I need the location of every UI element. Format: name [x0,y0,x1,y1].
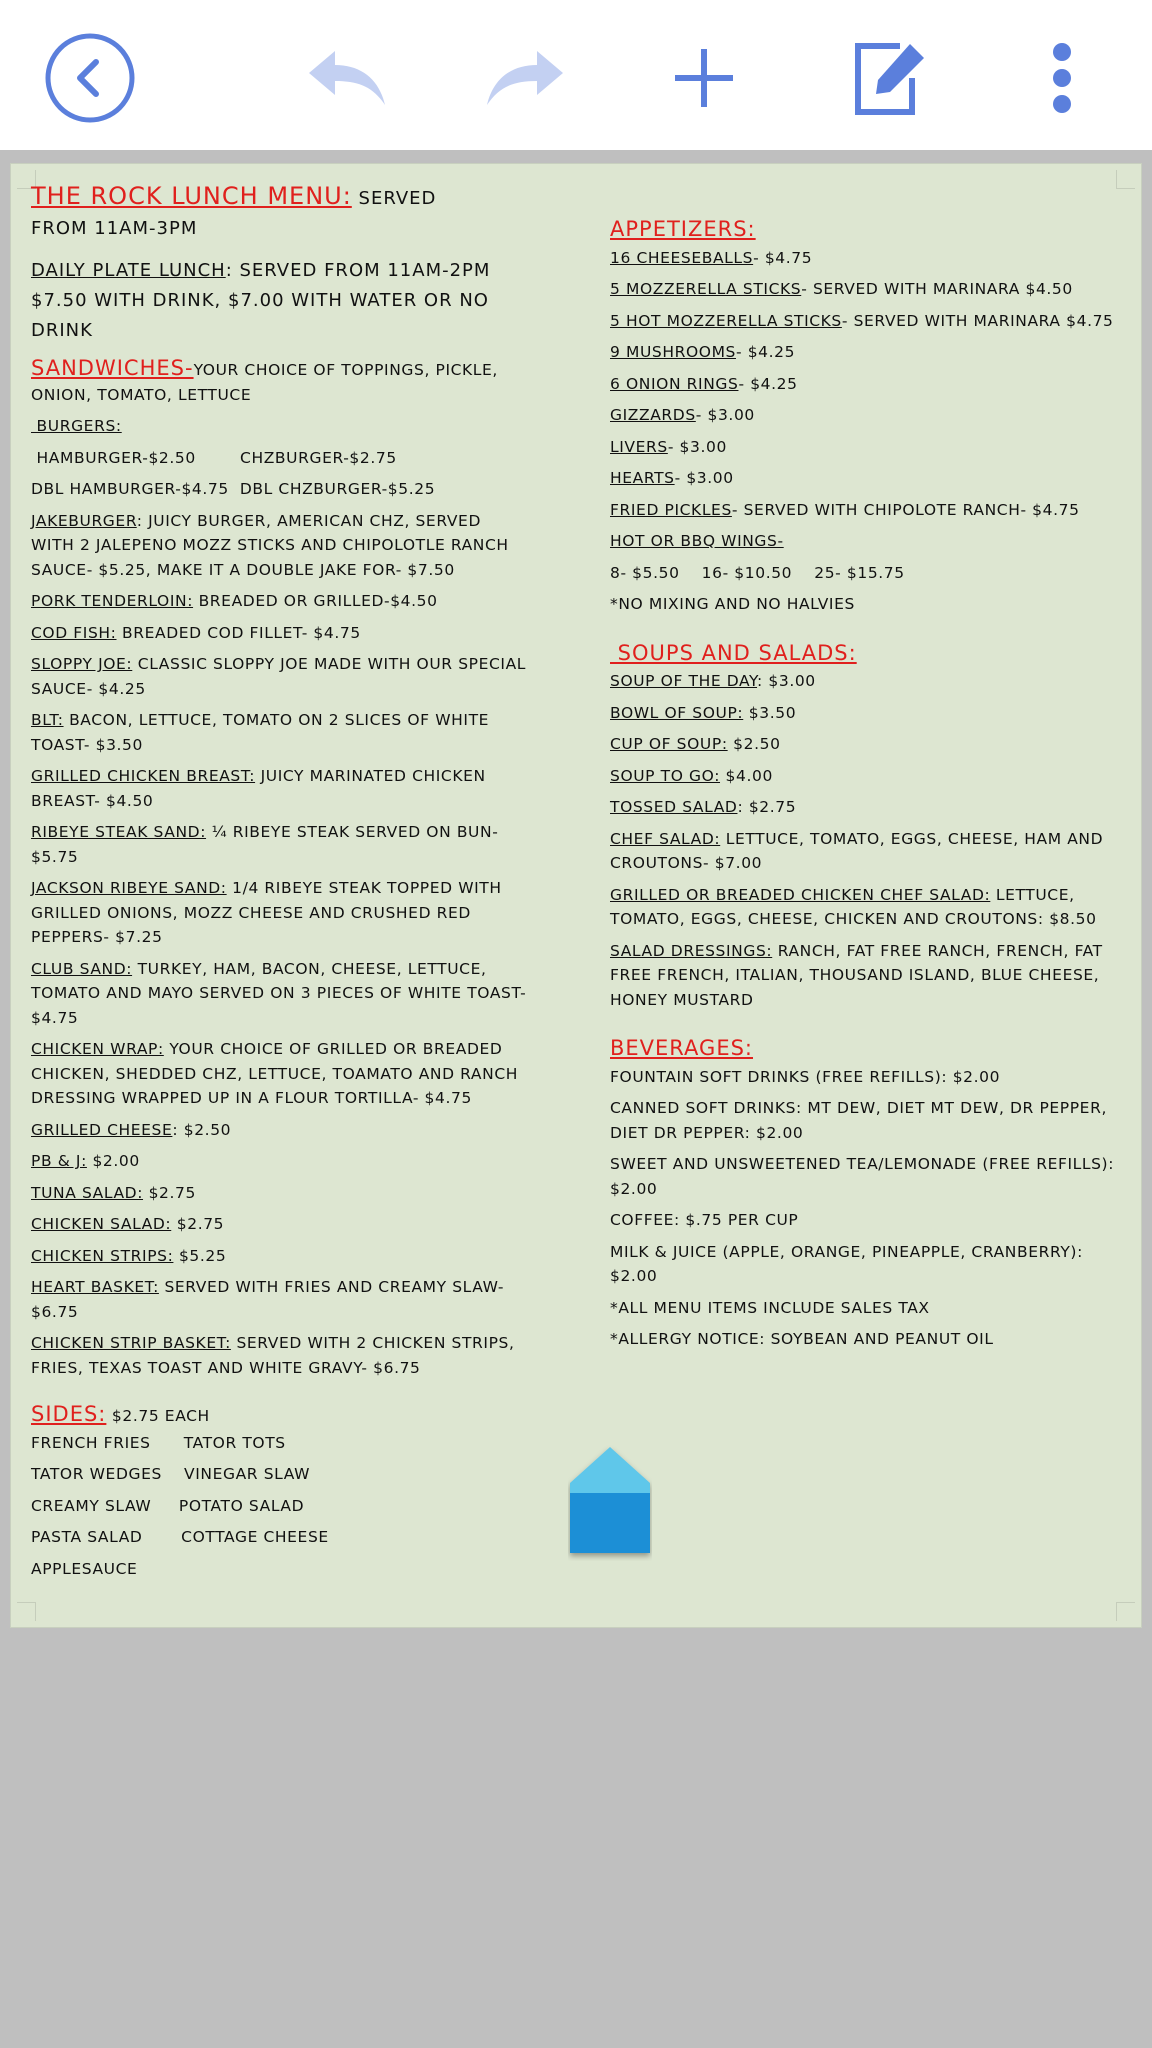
sandwich-item-desc: SERVED WITH FRIES AND CREAMY SLAW- [164,1278,505,1296]
appetizer-item [610,372,1130,397]
beverage-line: SWEET AND UNSWEETENED TEA/LEMONADE (FREE REFILLS): [610,1155,1115,1173]
sandwich-item-desc: JUICY MARINATED CHICKEN [260,767,486,785]
soup-salad-item-desc: $4.00 [725,766,773,785]
sandwich-item-name: TUNA SALAD: [31,1183,144,1202]
beverage-item [610,1296,1130,1321]
beverage-line: *ALL MENU ITEMS INCLUDE SALES TAX [610,1298,930,1317]
sides-row: APPLESAUCE [31,1559,138,1578]
sandwich-item [31,1149,561,1174]
beverage-line: COFFEE: $.75 PER CUP [610,1211,799,1229]
soup-salad-item-desc: $2.50 [733,735,781,753]
sandwich-item-desc: $2.75 [148,1183,196,1202]
sandwich-item-desc: CLASSIC SLOPPY JOE MADE WITH OUR SPECIAL [137,655,527,673]
sandwich-item-desc: FRIES, TEXAS TOAST AND WHITE GRAVY- $6.75 [31,1358,421,1377]
daily-plate-prices: $7.50 WITH DRINK, $7.00 WITH WATER OR NO [31,290,489,311]
beverage-line: $2.00 [610,1267,658,1285]
sandwich-item [31,621,561,646]
sandwich-item-desc: BACON, LETTUCE, TOMATO ON 2 SLICES OF WHITE [69,711,490,729]
sandwich-item-name: CHICKEN STRIPS: [31,1246,174,1265]
beverage-item [610,1240,1130,1289]
sandwich-item-name: CLUB SAND: [31,959,133,978]
sandwich-item-desc: 1/4 RIBEYE STEAK TOPPED WITH [232,879,502,897]
appetizer-name: 5 HOT MOZZERELLA STICKS [610,311,842,330]
sides-heading [31,1402,561,1429]
soup-salad-item-desc: $3.00 [768,672,816,690]
soup-salad-item-name: BOWL OF SOUP: [610,703,744,722]
edit-icon [850,38,930,118]
appetizer-list [610,246,1130,554]
soup-salad-item-desc: HONEY MUSTARD [610,990,754,1009]
sandwich-item-line [31,764,561,789]
sides-row: TATOR WEDGES VINEGAR SLAW [31,1465,311,1483]
appetizer-name: HOT OR BBQ WINGS- [610,532,784,550]
soup-salad-item-line [610,732,1130,757]
soup-salad-item-line [610,701,1130,726]
soup-salad-item-sep: : [737,798,749,816]
soup-salad-item [610,732,1130,757]
sandwich-item-line [31,1037,561,1062]
sides-row: CREAMY SLAW POTATO SALAD [31,1496,305,1515]
appetizers-heading [610,217,1130,244]
sandwich-item-line [31,1331,561,1356]
sandwich-item [31,1118,561,1143]
appetizers-title: APPETIZERS: [610,217,756,241]
sandwich-item-line [31,876,561,901]
sandwich-item-name: COD FISH: [31,623,117,642]
beverage-line: DIET DR PEPPER: $2.00 [610,1123,804,1142]
sandwich-item-line [31,652,561,677]
appetizer-name: FRIED PICKLES [610,500,732,519]
more-options-button[interactable] [1014,30,1110,126]
soups-title: SOUPS AND SALADS: [610,640,857,665]
burgers-label-text: BURGERS: [31,417,122,435]
sides-price: $2.75 EACH [111,1407,210,1425]
sandwich-item-desc: DRESSING WRAPPED UP IN A FLOUR TORTILLA- $4.75 [31,1089,472,1107]
sandwiches-subtitle-2: ONION, TOMATO, LETTUCE [31,385,252,404]
appetizer-desc: - $4.75 [753,248,813,267]
beverage-item [610,1152,1130,1201]
burgers-line: DBL HAMBURGER-$4.75 DBL CHZBURGER-$5.25 [31,480,436,498]
sandwich-item-desc: TOMATO AND MAYO SERVED ON 3 PIECES OF WHITE TOAST- [31,984,527,1002]
sandwich-item-name: PORK TENDERLOIN: [31,592,194,610]
sandwich-item-name: CHICKEN STRIP BASKET: [31,1334,231,1352]
sandwich-item-line [31,1275,561,1300]
beverage-line: *ALLERGY NOTICE: SOYBEAN AND PEANUT OIL [610,1330,994,1348]
redo-button[interactable] [478,30,574,126]
sandwich-item-desc: CHICKEN, SHEDDED CHZ, LETTUCE, TOAMATO AND RANCH [31,1064,518,1083]
appetizer-item [610,246,1130,271]
soup-salad-item-name: CUP OF SOUP: [610,735,728,753]
beverage-item [610,1327,1130,1352]
sandwich-item-line [31,1118,561,1143]
soup-salad-item-desc: $2.75 [748,798,797,816]
sandwich-item-name: JACKSON RIBEYE SAND: [31,879,227,897]
appetizer-desc: - SERVED WITH CHIPOLOTE RANCH- $4.75 [731,500,1080,519]
soup-salad-item [610,827,1130,876]
appetizer-item [610,340,1130,365]
soup-salad-item-desc: TOMATO, EGGS, CHEESE, CHICKEN AND CROUTONS: $8.50 [610,910,1097,928]
appetizer-desc: - $3.00 [667,437,727,456]
sandwich-item-name: PB & J: [31,1152,87,1170]
sandwich-item-desc: GRILLED ONIONS, MOZZ CHEESE AND CRUSHED RED [31,903,471,922]
sandwich-item-line [31,1181,561,1206]
appetizer-item [610,435,1130,460]
sides-list [31,1431,561,1582]
beverage-line: CANNED SOFT DRINKS: MT DEW, DIET MT DEW, DR PEPPER, [610,1099,1107,1117]
wings-prices: 8- $5.50 16- $10.50 25- $15.75 [610,563,905,582]
crop-mark [17,1602,36,1621]
beverage-item [610,1208,1130,1233]
sandwich-item-name: RIBEYE STEAK SAND: [31,823,207,841]
soup-salad-item-line [610,795,1130,820]
edit-button[interactable] [842,30,938,126]
appetizer-item [610,277,1130,302]
undo-icon [301,43,391,113]
sandwich-item-line [31,1244,561,1269]
sandwich-item-name: GRILLED CHICKEN BREAST: [31,767,256,785]
beverages-heading [610,1036,1130,1063]
soup-salad-item-name: TOSSED SALAD [610,798,738,816]
soup-salad-item-desc: FREE FRENCH, ITALIAN, THOUSAND ISLAND, BLUE CHEESE, [610,966,1100,984]
appetizer-item [610,466,1130,491]
sandwich-item-name: BLT: [31,711,64,729]
soup-salad-item-line [610,883,1130,908]
menu-title-text: THE ROCK LUNCH MENU: [31,182,352,210]
sandwich-item-desc: SAUCE- $4.25 [31,679,146,698]
sandwich-item [31,1331,561,1380]
sandwich-item-name: CHICKEN WRAP: [31,1040,164,1058]
beverage-item [610,1065,1130,1090]
beverage-line: $2.00 [610,1179,658,1198]
menu-title [31,181,561,214]
soup-salad-item-name: CHEF SALAD: [610,829,721,848]
sandwich-item-name: GRILLED CHEESE [31,1120,173,1139]
appetizer-name: LIVERS [610,437,668,456]
sandwich-item-desc: YOUR CHOICE OF GRILLED OR BREADED [169,1040,503,1058]
sandwich-item-desc: TOAST- $3.50 [31,735,143,754]
burgers-label [31,414,561,439]
soup-salad-item-line [610,669,1130,694]
sandwiches-heading [31,356,561,383]
back-button[interactable] [42,30,138,126]
soup-salad-item-name: SOUP TO GO: [610,766,721,785]
sandwich-item-desc: $2.00 [92,1152,140,1170]
sandwich-item [31,820,561,869]
appetizer-item [610,403,1130,428]
more-vert-icon [1047,38,1077,118]
soup-salad-item-line [610,939,1130,964]
soup-salad-item-name: SOUP OF THE DAY [610,672,758,690]
appetizer-item [610,498,1130,523]
appetizer-desc: - $4.25 [735,343,796,361]
sandwich-item [31,764,561,813]
beverage-line: FOUNTAIN SOFT DRINKS (FREE REFILLS): $2.00 [610,1067,1001,1086]
soups-heading [610,641,1130,668]
sandwich-item-name: HEART BASKET: [31,1278,159,1296]
sandwich-item-line [31,1149,561,1174]
sandwich-item-desc: JUICY BURGER, AMERICAN CHZ, SERVED [148,511,481,530]
appetizer-name: 16 CHEESEBALLS [610,248,754,267]
sides-title: SIDES: [31,1402,107,1426]
redo-icon [481,43,571,113]
menu-title-suffix: SERVED [358,188,437,209]
daily-plate-text: : SERVED FROM 11AM-2PM [225,260,491,281]
sandwich-item [31,589,561,614]
sandwich-item-desc: SAUCE- $5.25, MAKE IT A DOUBLE JAKE FOR- $7.50 [31,560,455,579]
sandwich-item-desc: $2.75 [176,1215,225,1233]
appetizer-name: 6 ONION RINGS [610,374,739,393]
sandwich-item-line [31,708,561,733]
sandwich-item [31,509,561,583]
sides-row: PASTA SALAD COTTAGE CHEESE [31,1528,329,1546]
soup-salad-item-line [610,827,1130,852]
sandwich-item [31,876,561,950]
daily-plate-drink: DRINK [31,320,93,341]
sandwich-item [31,1244,561,1269]
sandwich-item-desc: $2.50 [183,1120,232,1139]
sandwich-item-name: SLOPPY JOE: [31,655,133,673]
scroll-to-top-button[interactable] [568,1445,652,1561]
sides-row: FRENCH FRIES TATOR TOTS [31,1433,286,1452]
sandwich-item [31,708,561,757]
sandwich-item-desc: BREADED OR GRILLED-$4.50 [198,592,438,610]
sandwiches-subtitle: YOUR CHOICE OF TOPPINGS, PICKLE, [193,361,498,379]
beverage-item [610,1096,1130,1145]
soup-salad-item [610,669,1130,694]
sandwich-item-desc: BREAST- $4.50 [31,791,154,810]
crop-mark [1116,1602,1135,1621]
soup-salad-item [610,764,1130,789]
back-icon [44,32,136,124]
sandwich-item-line [31,509,561,534]
sandwich-item-line [31,1212,561,1237]
beverage-line: MILK & JUICE (APPLE, ORANGE, PINEAPPLE, CRANBERRY): [610,1242,1083,1261]
sandwich-item-desc: $6.75 [31,1302,79,1321]
soup-salad-item-name: SALAD DRESSINGS: [610,941,773,960]
sandwich-list [31,509,561,1381]
undo-button[interactable] [298,30,394,126]
sandwich-item-name: CHICKEN SALAD: [31,1215,172,1233]
soup-salad-item [610,701,1130,726]
sandwich-item-line [31,589,561,614]
soup-salad-item [610,795,1130,820]
sandwich-item-desc: $4.75 [31,1008,79,1027]
menu-document-page[interactable] [10,163,1142,1628]
appetizer-name: 5 MOZZERELLA STICKS [610,280,802,298]
soup-salad-item-desc: LETTUCE, [995,885,1075,904]
appetizer-name: HEARTS [610,469,675,487]
add-icon [669,43,739,113]
sandwich-item-sep: : [172,1120,184,1139]
soup-salad-item-name: GRILLED OR BREADED CHICKEN CHEF SALAD: [610,885,991,904]
sandwiches-title: SANDWICHES- [31,356,194,380]
appetizer-desc: - $3.00 [674,469,734,487]
sandwich-item-desc: WITH 2 JALEPENO MOZZ STICKS AND CHIPOLOTLE RANCH [31,536,509,554]
right-column [610,164,1130,1359]
sandwich-item-desc: BREADED COD FILLET- $4.75 [122,623,361,642]
sandwich-item [31,652,561,701]
daily-plate-label: DAILY PLATE LUNCH [31,260,226,281]
sandwich-item [31,1181,561,1206]
sandwich-item-name: JAKEBURGER [31,511,137,530]
appetizer-name: 9 MUSHROOMS [610,343,736,361]
sandwich-item-sep: : [136,511,149,530]
sandwich-item [31,1212,561,1237]
sandwich-item-line [31,820,561,845]
soup-salad-item-desc: LETTUCE, TOMATO, EGGS, CHEESE, HAM AND [725,829,1104,848]
sandwich-item-desc: $5.25 [178,1246,227,1265]
soup-salad-item-line [610,764,1130,789]
sandwich-item-desc: SERVED WITH 2 CHICKEN STRIPS, [236,1334,515,1352]
sandwich-item-desc: ¼ RIBEYE STEAK SERVED ON BUN- [211,823,499,841]
beverage-list [610,1065,1130,1352]
appetizer-item [610,529,1130,554]
sandwich-item [31,1037,561,1111]
soup-salad-item [610,883,1130,932]
sandwich-item-desc: TURKEY, HAM, BACON, CHEESE, LETTUCE, [137,959,487,978]
arrow-up-icon [568,1445,652,1561]
daily-plate-lunch [31,256,561,286]
sandwich-item-line [31,621,561,646]
wings-note: *NO MIXING AND NO HALVIES [610,595,855,613]
appetizer-name: GIZZARDS [610,406,696,424]
soup-list [610,669,1130,1012]
menu-hours: FROM 11AM-3PM [31,218,198,239]
soup-salad-item-desc: CROUTONS- $7.00 [610,854,763,872]
sandwich-item [31,1275,561,1324]
appetizer-desc: - $4.25 [738,374,798,393]
soup-salad-item-desc: RANCH, FAT FREE RANCH, FRENCH, FAT [777,941,1103,960]
burgers-line: HAMBURGER-$2.50 CHZBURGER-$2.75 [31,448,397,467]
appetizer-desc: - $3.00 [695,406,755,424]
appetizer-desc: - SERVED WITH MARINARA $4.75 [841,311,1114,330]
appetizer-desc: - SERVED WITH MARINARA $4.50 [801,280,1073,298]
add-button[interactable] [656,30,752,126]
left-column [31,164,561,1588]
appetizer-item [610,309,1130,334]
toolbar [0,0,1152,150]
sandwich-item-desc: $5.75 [31,847,79,866]
sandwich-item [31,957,561,1031]
soup-salad-item-sep: : [757,672,769,690]
sandwich-item-line [31,957,561,982]
sandwich-item-desc: PEPPERS- $7.25 [31,928,163,946]
beverages-title: BEVERAGES: [610,1036,753,1060]
soup-salad-item-desc: $3.50 [748,703,797,722]
soup-salad-item [610,939,1130,1013]
